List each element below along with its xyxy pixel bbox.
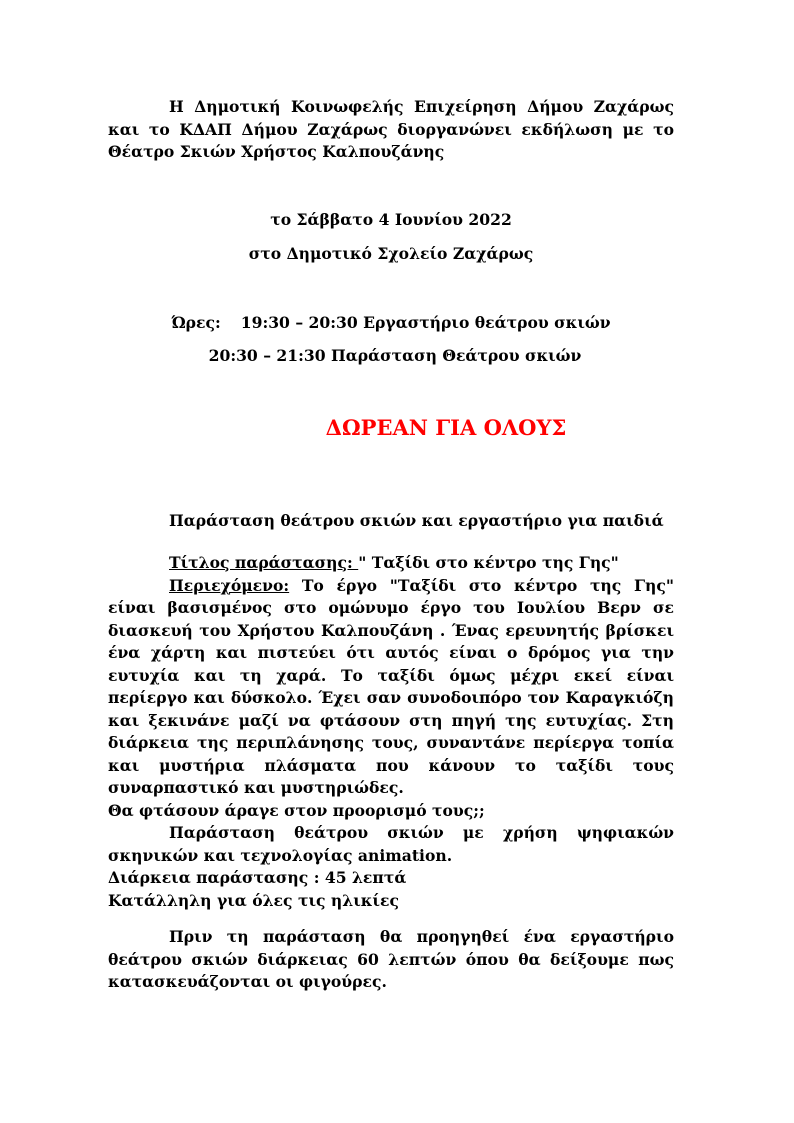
hours-label: Ώρες: (171, 313, 221, 332)
hours-slot-1: 19:30 – 20:30 Εργαστήριο θεάτρου σκιών (240, 313, 611, 332)
workshop-paragraph: Πριν τη παράσταση θα προηγηθεί ένα εργαστήριο θεάτρου σκιών διάρκειας 60 λεπτών όπου θα δείξουμε πως κατασκευάζονται οι φιγούρες. (108, 927, 674, 991)
duration-line: Διάρκεια παράστασης : 45 λεπτά (108, 868, 407, 887)
details-block (108, 552, 674, 912)
content-text: Το έργο "Ταξίδι στο κέντρο της Γης" είναι βασισμένος στο ομώνυμο έργο του Ιουλίου Βερν σε διασκευή του Χρήστου Καλπουζάνη . Ένας ερευνητής βρίσκει ένα χάρτη και πιστεύει ότι αυτός είναι ο δρόμος για την ευτυχία και τη χαρά. Το ταξίδι όμως μέχρι εκεί είναι περίεργο και δύσκολο. Έχει σαν συνοδοιπόρο τον Καραγκιόζη και ξεκινάνε μαζί να φτάσουν στη πηγή της ευτυχίας. Στη διάρκεια της περιπλάνησης τους, συναντάνε περίεργα τοπία και μυστήρια πλάσματα που κάνουν το ταξίδι τους συναρπαστικό και μυστηριώδες. (108, 575, 674, 797)
hours-line-1 (108, 312, 674, 335)
content-label: Περιεχόμενο: (169, 575, 290, 595)
hours-slot-2: 20:30 – 21:30 Παράσταση Θεάτρου σκιών (208, 346, 582, 365)
intro-paragraph: Η Δημοτική Κοινωφελής Επιχείρηση Δήμου Ζαχάρως και το ΚΔΑΠ Δήμου Ζαχάρως διοργανώνει εκδήλωση με το Θέατρο Σκιών Χρήστος Καλπουζάνης (108, 97, 674, 161)
free-admission-banner: ΔΩΡΕΑΝ ΓΙΑ ΟΛΟΥΣ (325, 415, 567, 440)
title-value: " Ταξίδι στο κέντρο της Γης" (358, 553, 619, 572)
event-date: το Σάββατο 4 Ιουνίου 2022 (270, 210, 512, 229)
content-paragraph (108, 575, 674, 800)
event-place: στο Δημοτικό Σχολείο Ζαχάρως (248, 244, 534, 263)
ages-line: Κατάλληλη για όλες τις ηλικίες (108, 890, 399, 910)
question-line: Θα φτάσουν άραγε στον προορισμό τους;; (108, 800, 485, 820)
title-label: Τίτλος παράστασης: (169, 553, 359, 572)
title-line (108, 552, 674, 575)
show-subtitle: Παράσταση θεάτρου σκιών και εργαστήριο για παιδιά (169, 511, 664, 530)
tech-paragraph: Παράσταση θεάτρου σκιών με χρήση ψηφιακών σκηνικών και τεχνολογίας animation. (108, 823, 674, 865)
